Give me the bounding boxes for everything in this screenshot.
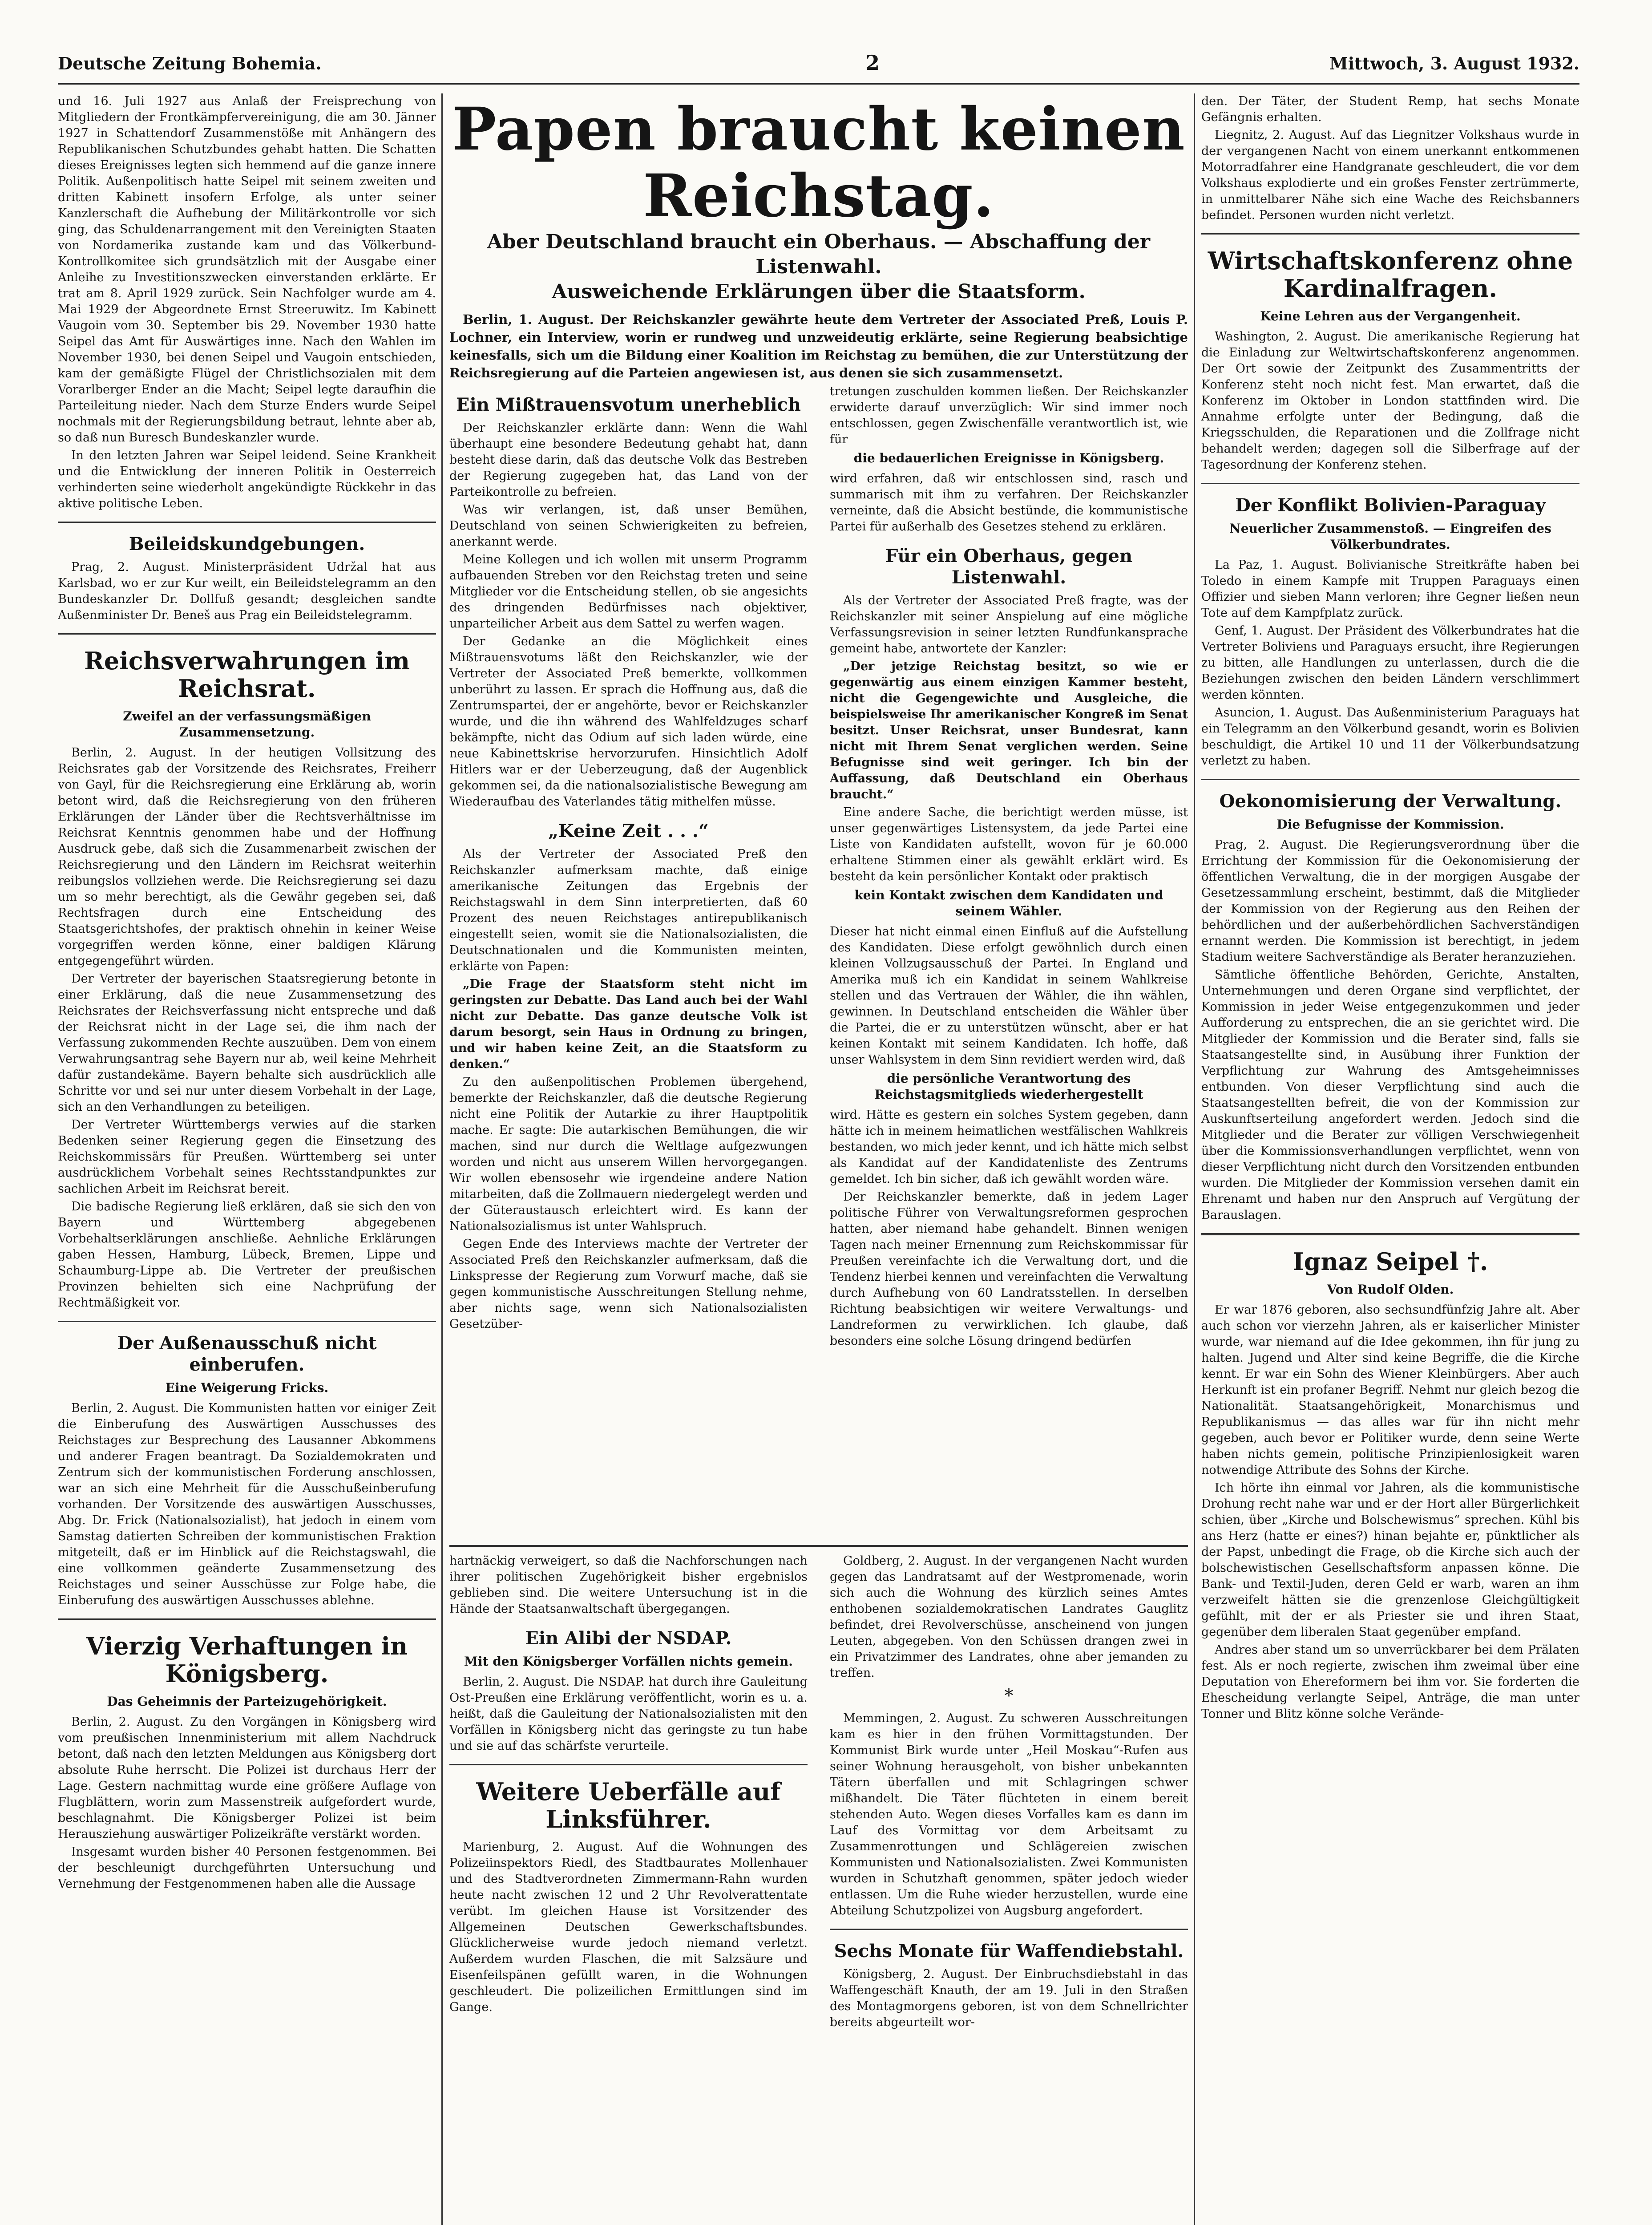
article-text: La Paz, 1. August. Bolivianische Streitkräfte haben bei Toledo in einem Kampfe mit Truppen Paraguays einen Offizier und sieben Mann verloren; ihre Gegner ließen neun Tote auf dem Kampfplatz zurück.	[1201, 558, 1579, 620]
page-number: 2	[865, 51, 880, 75]
article-text: Der Vertreter der bayerischen Staatsregierung betonte in einer Erklärung, daß die neue Zusammensetzung des Reichsrates der Reichsverfassung nicht entspreche und daß der Reichsrat nicht in der Lage sei, die ihm nach der Verfassung zukommenden Rechte auszuüben. Dem von einem Verwahrungsantrag sehe Bayern nur ab, weil keine Mehrheit dafür zustandekäme. Bayern behalte sich ausdrücklich alle Schritte vor und sei nur unter diesem Vorbehalt in der Lage, sich an den Verhandlungen zu beteiligen.	[58, 972, 436, 1114]
article-text: Prag, 2. August. Die Regierungsverordnung über die Errichtung der Kommission für die Oekonomisierung der öffentlichen Verwaltung, die in der morgigen Ausgabe der Gesetzessammlung erscheint, bestimmt, daß die Mitglieder der Kommission von der Regierung aus den Reihen der behördlichen und der außerbehördlichen Sachverständigen ernannt werden. Die Kommission ist berechtigt, in jedem Stadium weitere Sachverständige als Berater heranzuziehen.	[1201, 838, 1579, 964]
column-right	[1201, 93, 1579, 2225]
article-subheading: Eine Weigerung Fricks.	[165, 1380, 329, 1395]
article-text: Berlin, 2. August. Die NSDAP. hat durch ihre Gauleitung Ost-Preußen eine Erklärung veröffentlicht, worin es u. a. heißt, daß die Gauleitung der Nationalsozialisten mit den Vorfällen in Königsberg nicht das geringste zu tun habe und sie auf das schärfste verurteile.	[449, 1675, 808, 1753]
article-text: Memmingen, 2. August. Zu schweren Ausschreitungen kam es hier in den frühen Vormittagstunden. Der Kommunist Birk wurde unter „Heil Moskau“-Rufen aus seiner Wohnung herausgeholt, von bisher unbekannten Tätern überfallen und mit Schlagringen schwer mißhandelt. Die Täter flüchteten in einem bereit stehenden Auto. Wegen dieses Vorfalles kam es dann im Lauf des Vormittag vor dem Arbeitsamt zu Zusammenrottungen und Schlägereien zwischen Kommunisten und Nationalsozialisten. Zwei Kommunisten wurden in Schutzhaft genommen, später jedoch wieder entlassen. Um die Ruhe wieder herzustellen, wurde eine Abteilung Schutzpolizei von Augsburg angefordert.	[830, 1711, 1188, 1918]
article-text: Als der Vertreter der Associated Preß fragte, was der Reichskanzler mit seiner Anspielung auf eine mögliche Verfassungsrevision in seiner letzten Rundfunkansprache gemeint habe, antwortete der Kanzler:	[830, 594, 1188, 655]
article-text: In den letzten Jahren war Seipel leidend. Seine Krankheit und die Entwicklung der inneren Politik in Oesterreich verhinderten seine wiederholt angekündigte Rückkehr in das aktive politische Leben.	[58, 449, 436, 510]
article-text: Der Gedanke an die Möglichkeit eines Mißtrauensvotums läßt den Reichskanzler, wie der Vertreter der Associated Preß bemerkte, vollkommen unberührt zu lassen. Er sprach die Hoffnung aus, daß die Zentrumspartei, der er angehörte, bevor er Reichskanzler wurde, und die ihn während des Wahlfeldzuges scharf bekämpfte, nicht das Odium auf sich laden würde, eine neue Kabinettskrise hervorzurufen. Hinsichtlich Adolf Hitlers war er der Ueberzeugung, daß der Augenblick gekommen sei, da die nationalsozialistische Bewegung am Wiederaufbau des Vaterlandes tätig mithelfen müsse.	[449, 635, 808, 809]
article-text: Gegen Ende des Interviews machte der Vertreter der Associated Preß den Reichskanzler aufmerksam, daß die Linkspresse der Regierung zum Vorwurf mache, daß sie gegen kommunistische Ausschreitungen Stellung nehme, aber nichts sage, wenn sich Nationalsozialisten Gesetzüber-	[449, 1237, 808, 1331]
divider	[449, 1764, 808, 1765]
article-heading: Weitere Ueberfälle auf Linksführer.	[476, 1777, 781, 1833]
article-text: Genf, 1. August. Der Präsident des Völkerbundrates hat die Vertreter Boliviens und Paraguays ersucht, ihre Regierungen zu bitten, alle Handlungen zu unterlassen, durch die die Beziehungen zwischen den beiden Ländern verschlimmert werden könnten.	[1201, 624, 1579, 702]
divider	[1201, 779, 1579, 780]
newspaper-name: Deutsche Zeitung Bohemia.	[58, 53, 322, 73]
article-text: Was wir verlangen, ist, daß unser Bemühen, Deutschland von seinen Schwierigkeiten zu befreien, anerkannt werde.	[449, 503, 808, 549]
article-heading: Wirtschaftskonferenz ohne Kardinalfragen.	[1208, 247, 1573, 303]
article-text: den. Der Täter, der Student Remp, hat sechs Monate Gefängnis erhalten.	[1201, 94, 1579, 124]
quote-text: „Die Frage der Staatsform steht nicht im geringsten zur Debatte. Das Land auch bei der Wahl nicht zur Debatte. Das ganze deutsche Volk ist darum besorgt, sein Haus in Ordnung zu bringen, und wir haben keine Zeit, an die Staatsform zu denken.“	[449, 977, 808, 1071]
article-subheading: Keine Lehren aus der Vergangenheit.	[1260, 309, 1521, 324]
column-rule	[1194, 93, 1195, 2225]
article-heading: Vierzig Verhaftungen in Königsberg.	[86, 1632, 408, 1688]
divider	[58, 522, 436, 523]
divider	[58, 1321, 436, 1322]
article-heading: Der Außenausschuß nicht einberufen.	[117, 1333, 377, 1375]
article-byline: Von Rudolf Olden.	[1327, 1282, 1454, 1297]
article-subheading: Zweifel an der verfassungsmäßigen Zusammensetzung.	[123, 709, 371, 740]
article-text: Goldberg, 2. August. In der vergangenen Nacht wurden gegen das Landratsamt auf der Westpromenade, worin sich auch die Wohnung des kürzlich seines Amtes enthobenen sozialdemokratischen Landrates Gauglitz befindet, drei Revolverschüsse, anscheinend von jungen Leuten, abgegeben. Von den Schüssen drangen zwei in ein Privatzimmer des Landrates, ohne aber jemanden zu treffen.	[830, 1554, 1188, 1680]
article-text: Asuncion, 1. August. Das Außenministerium Paraguays hat ein Telegramm an den Völkerbund gesandt, worin es Bolivien beschuldigt, die Artikel 10 und 11 der Völkerbundsatzung verletzt zu haben.	[1201, 706, 1579, 768]
column-2	[449, 384, 808, 1351]
article-text: Ich hörte ihn einmal vor Jahren, als die kommunistische Drohung recht nahe war und er der Hort aller Bürgerlichkeit schien, über „Kirche und Bolschewismus“ sprechen. Kühl bis ans Herz (hatte er eines?) hinan bejahte er, pünktlicher als der Papst, unbedingt die Frage, ob die Kirche sich auch der bolschewistischen Gesellschaftsform anpassen könne. Die Bank- und Textil-Juden, deren Geld er warb, waren an ihm verzweifelt hätten sie die grenzenlose Gleichgültigkeit gefühlt, mit der er als Priester sie und ihren Staat, gegenüber dem liberalen Staat gegenüber empfand.	[1201, 1481, 1579, 1639]
article-subheading: Neuerlicher Zusammenstoß. — Eingreifen des Völkerbundrates.	[1229, 521, 1551, 552]
divider	[1201, 1233, 1579, 1235]
article-heading: Der Konflikt Bolivien-Paraguay	[1235, 495, 1546, 516]
article-text: Berlin, 2. August. In der heutigen Vollsitzung des Reichsrates gab der Vorsitzende des Reichsrates, Freiherr von Gayl, für die Reichsregierung eine Erklärung ab, worin betont wird, daß die Reichsregierung von den früheren Erklärungen der Länder über die Rechtsverhältnisse im Reichsrat Kenntnis genommen habe und der Hoffnung Ausdruck gebe, daß sich die Zusammenarbeit zwischen der Reichsregierung und den Ländern im Reichsrat weiterhin reibungslos vollziehen werde. Die Reichsregierung sei dazu um so mehr berechtigt, als die Gewähr gegeben sei, daß Rechtsfragen durch eine Entscheidung des Staatsgerichtshofes, der praktisch ohnehin in keiner Weise vorgegriffen werden könne, einer baldigen Klärung entgegengeführt würden.	[58, 746, 436, 968]
inline-heading: die bedauerlichen Ereignisse in Königsberg.	[853, 451, 1164, 465]
article-text: Königsberg, 2. August. Der Einbruchsdiebstahl in das Waffengeschäft Knauth, der am 19. Juli in den Straßen des Montagmorgens geboren, ist von dem Schnellrichter bereits abgeurteilt wor-	[830, 1967, 1188, 2029]
column-middle	[449, 93, 1188, 2225]
article-text: Berlin, 2. August. Die Kommunisten hatten vor einiger Zeit die Einberufung des Auswärtigen Ausschusses des Reichstages zur Besprechung des Lausanner Abkommens und anderer Fragen beantragt. Da Sozialdemokraten und Zentrum sich der kommunistischen Forderung anschlossen, war an sich eine Mehrheit für die Ausschußeinberufung vorhanden. Der Vorsitzende des auswärtigen Ausschusses, Abg. Dr. Frick (Nationalsozialist), hat jedoch in einem vom Samstag datierten Schreiben der kommunistischen Fraktion mitgeteilt, daß er im Hinblick auf die Reichstagswahl, die eine vollkommen geänderte Zusammensetzung des Reichstages und seiner Ausschüsse zur Folge habe, die Einberufung des auswärtigen Ausschusses ablehne.	[58, 1401, 436, 1607]
article-text: hartnäckig verweigert, so daß die Nachforschungen nach ihrer politischen Zugehörigkeit bisher ergebnislos geblieben sind. Die weitere Untersuchung ist in die Hände der Staatsanwaltschaft übergegangen.	[449, 1554, 808, 1616]
page-header	[58, 44, 1579, 85]
article-text: Die badische Regierung ließ erklären, daß sie sich den von Bayern und Württemberg abgegebenen Vorbehaltserklärungen anschließe. Aehnliche Erklärungen gaben Hessen, Hamburg, Lübeck, Bremen, Lippe und Schaumburg-Lippe ab. Die Vertreter der preußischen Provinzen behielten sich eine Nachprüfung der Rechtmäßigkeit vor.	[58, 1200, 436, 1310]
divider	[58, 633, 436, 635]
main-headline: Papen braucht keinen Reichstag.	[452, 95, 1185, 231]
column-3	[830, 384, 1188, 1351]
article-text: Sämtliche öffentliche Behörden, Gerichte, Anstalten, Unternehmungen und deren Organe sind verpflichtet, der Kommission in jeder Weise entgegenzukommen und jeder Aufforderung zu entsprechen, die an sie gerichtet wird. Die Mitglieder der Kommission und die Berater sind, falls sie Staatsangestellte sind, in Ausübung ihrer Funktion der Verpflichtung zur Wahrung des Amtsgeheimnisses entbunden. Von dieser Verpflichtung sind auch die Staatsangestellten befreit, die von der Kommission zur Auskunftserteilung angefordert werden. Jedoch sind die Mitglieder und die Berater zur völligen Verschwiegenheit über die Kommissionsverhandlungen verpflichtet, wenn von dieser Verpflichtung nicht durch den Vorsitzenden entbunden wurden. Die Mitglieder der Kommission versehen damit ein Ehrenamt und haben nur den Anspruch auf Vergütung der Barauslagen.	[1201, 968, 1579, 1222]
article-text: und 16. Juli 1927 aus Anlaß der Freisprechung von Mitgliedern der Frontkämpfervereinigung, die am 30. Jänner 1927 in Schattendorf Zusammenstöße mit Anhängern des Republikanischen Schutzbundes gehabt hatten. Die Schatten dieses Ereignisses legten sich hemmend auf die ganze innere Politik. Außenpolitisch hatte Seipel mit seinem zweiten und dritten Kabinett insofern Erfolge, als unter seiner Kanzlerschaft die Aufhebung der Militärkontrolle vor sich ging, das Schuldenarrangement mit den Vereinigten Staaten von Nordamerika zustande kam und das Völkerbund-Kontrollkomitee sich grundsätzlich mit der Ausgabe einer Anleihe zu Investitionszwecken einverstanden erklärte. Er trat am 8. April 1929 zurück. Sein Nachfolger wurde am 4. Mai 1929 der Abgeordnete Ernst Streeruwitz. Im Kabinett Vaugoin vom 30. September bis 29. November 1930 hatte Seipel das Amt für Auswärtiges inne. Nach den Wahlen im November 1930, bei denen Seipel und Vaugoin entschieden, kam der gemäßigte Flügel der Christlichsozialen mit dem Vorarlberger Ender an die Macht; Seipel legte daraufhin die Parteileitung nieder. Nach dem Sturze Enders wurde Seipel nochmals mit der Regierungsbildung betraut, lehnte aber ab, so daß nun Buresch Bundeskanzler wurde.	[58, 94, 436, 445]
article-subheading: Das Geheimnis der Parteizugehörigkeit.	[107, 1694, 387, 1709]
article-heading: Ein Mißtrauensvotum unerheblich	[456, 394, 801, 415]
article-text: Prag, 2. August. Ministerpräsident Udržal hat aus Karlsbad, wo er zur Kur weilt, ein Beileidstelegramm an den Bundeskanzler Dr. Dollfuß gesandt; desgleichen sandte Außenminister Dr. Beneš aus Prag ein Beileidstelegramm.	[58, 560, 436, 622]
divider	[1201, 233, 1579, 235]
issue-date: Mittwoch, 3. August 1932.	[1329, 53, 1579, 73]
column-2-lower	[449, 1553, 808, 2032]
article-text: Meine Kollegen und ich wollen mit unserm Programm aufbauenden Streben vor den Reichstag treten und seine Mitglieder vor die Entscheidung stellen, ob sie angesichts des dringenden Bedürfnisses nach objektiver, unparteilicher Arbeit aus dem Sattel zu werfen wagen.	[449, 553, 808, 631]
main-subheadline: Ausweichende Erklärungen über die Staatsform.	[552, 280, 1086, 303]
inline-heading: kein Kontakt zwischen dem Kandidaten und seinem Wähler.	[854, 888, 1163, 918]
article-text: Der Vertreter Württembergs verwies auf die starken Bedenken seiner Regierung gegen die Einsetzung des Reichskommissärs für Preußen. Württemberg sei unter ausdrücklichem Vorbehalt seines Rechtsstandpunktes zur sachlichen Arbeit im Reichsrat bereit.	[58, 1118, 436, 1196]
article-text: Berlin, 2. August. Zu den Vorgängen in Königsberg wird vom preußischen Innenministerium mit allem Nachdruck betont, daß nach den letzten Meldungen aus Königsberg dort absolute Ruhe herrscht. Die Polizei ist durchaus Herr der Lage. Gestern nachmittag wurde eine größere Auflage von Flugblättern, worin zum Massenstreik aufgefordert wurde, beschlagnahmt. Die Königsberger Polizei ist beim Herausziehung auswärtiger Polizeikräfte verstärkt worden.	[58, 1715, 436, 1841]
article-text: Er war 1876 geboren, also sechsundfünfzig Jahre alt. Aber auch schon vor vierzehn Jahren, als er kaiserlicher Minister wurde, war niemand auf die Idee gekommen, ihn für jung zu halten. Jugend und Alter sind keine Begriffe, die die Kirche kennt. Er war ein Sohn des Wiener Kleinbürgers. Aber auch Herkunft ist ein profaner Begriff. Nehmt nur gleich bezog die Nationalität. Staatsangehörigkeit, Monarchismus und Republikanismus — das alles war für ihn nicht mehr gegeben, auch bevor er Politiker wurde, denn seine Werte haben nichts gemein, politische Prinzipienlosigkeit waren notwendige Attribute des Sohns der Kirche.	[1201, 1303, 1579, 1477]
article-text: Liegnitz, 2. August. Auf das Liegnitzer Volkshaus wurde in der vergangenen Nacht von einem unerkannt entkommenen Motorradfahrer eine Handgranate geschleudert, die vor dem Volkshaus explodierte und ein großes Fenster zertrümmerte, in unmittelbarer Nähe sich eine Wache des Reichsbanners befindet. Personen wurden nicht verletzt.	[1201, 128, 1579, 222]
article-text: wird erfahren, daß wir entschlossen sind, rasch und summarisch mit ihm zu verfahren. Der Reichskanzler verneinte, daß die Absicht bestünde, die kommunistische Partei für außerhalb des Gesetzes stehend zu erklären.	[830, 472, 1188, 534]
article-text: Marienburg, 2. August. Auf die Wohnungen des Polizeiinspektors Riedl, des Stadtbaurates Mollenhauer und des Stadtverordneten Zimmermann-Rahn wurden heute nacht zwischen 12 und 2 Uhr Revolverattentate verübt. Im gleichen Hause ist Vorsitzender des Allgemeinen Deutschen Gewerkschaftsbundes. Glücklicherweise wurde jedoch niemand verletzt. Außerdem wurden Flaschen, die mit Salzsäure und Eisenfeilspänen gefüllt waren, in die Wohnungen geschleudert. Die polizeilichen Ermittlungen sind im Gange.	[449, 1840, 808, 2014]
article-heading: Ein Alibi der NSDAP.	[525, 1628, 732, 1649]
article-text: wird. Hätte es gestern ein solches System gegeben, dann hätte ich in meinem heimatlichen westfälischen Wahlkreis bestanden, wo mich jeder kennt, und ich hätte mich selbst als Kandidat auf der Kandidatenliste des Zentrums gemeldet. Ich bin sicher, daß ich gewählt worden wäre.	[830, 1108, 1188, 1186]
article-text: Insgesamt wurden bisher 40 Personen festgenommen. Bei der beschleunigt durchgeführten Untersuchung und Vernehmung der Festgenommenen haben alle die Aussage	[58, 1845, 436, 1891]
column-left	[58, 93, 436, 2225]
article-subheading: Die Befugnisse der Kommission.	[1276, 817, 1504, 832]
article-heading: „Keine Zeit . . .“	[548, 821, 709, 841]
article-heading: Reichsverwahrungen im Reichsrat.	[84, 647, 410, 703]
article-text: Washington, 2. August. Die amerikanische Regierung hat die Einladung zur Weltwirtschaftskonferenz angenommen. Der Ort sowie der Zeitpunkt des Zusammentritts der Konferenz steht noch nicht fest. Man erwartet, daß die Konferenz im Oktober in London stattfinden wird. Die Annahme erfolgte unter der Bedingung, daß die Kriegsschulden, die Reparationen und die Zollfrage nicht behandelt werden; dagegen soll die Silberfrage auf der Tagesordnung der Konferenz stehen.	[1201, 330, 1579, 472]
article-text: Andres aber stand um so unverrückbarer bei dem Prälaten fest. Als er noch regierte, zwischen ihm zweimal über eine Deputation von Ehereformern bei ihm vor. Sie forderten die Ehescheidung verlangte Seipel, Anträge, die man unter Tonner und Blitz könne solche Verände-	[1201, 1643, 1579, 1721]
article-text: tretungen zuschulden kommen ließen. Der Reichskanzler erwiderte darauf unverzüglich: Wir sind immer noch entschlossen, gegen Zwischenfälle verantwortlich ist, wie für	[830, 384, 1188, 446]
inline-heading: die persönliche Verantwortung des Reichstagsmitglieds wiederhergestellt	[874, 1071, 1143, 1102]
separator-star: *	[1004, 1686, 1014, 1706]
divider	[830, 1929, 1188, 1930]
lead-paragraph: Berlin, 1. August. Der Reichskanzler gewährte heute dem Vertreter der Associated Preß, Louis P. Lochner, ein Interview, worin er rundweg und unzweideutig erklärte, seine Regierung beabsichtige keinesfalls, sich um die Bildung einer Koalition im Reichstag zu bemühen, die zur Unterstützung der Reichsregierung auf die Parteien angewiesen ist, aus denen sie sich zusammensetzt.	[449, 312, 1188, 380]
article-text: Der Reichskanzler erklärte dann: Wenn die Wahl überhaupt eine besondere Bedeutung gehabt hat, dann besteht diese darin, daß das deutsche Volk das Bestreben der Regierung zugegeben hat, das Land von der Parteikontrolle zu befreien.	[449, 421, 808, 499]
article-text: Zu den außenpolitischen Problemen übergehend, bemerkte der Reichskanzler, daß die deutsche Regierung nicht eine Politik der Autarkie zu ihrer Hauptpolitik mache. Er sagte: Die autarkischen Bemühungen, die wir machen, sind nur durch die Weltlage aufgezwungen worden und nicht aus unserem Willen hervorgegangen. Wir wollen ebensosehr wie irgendeine andere Nation mitarbeiten, daß die Zollmauern niedergelegt werden und der Güteraustausch erleichtert wird. Es kann der Nationalsozialismus ist unter Wahlspruch.	[449, 1075, 808, 1233]
divider	[1201, 483, 1579, 484]
article-text: Der Reichskanzler bemerkte, daß in jedem Lager politische Führer von Verwaltungsreformen gesprochen hatten, aber niemand habe gehandelt. Binnen wenigen Tagen nach meiner Ernennung zum Reichskommissar für Preußen vereinfachte ich die Verwaltung dort, und die Tendenz hierbei kennen und vereinfachten die Verwaltung durch Aufhebung von 60 Landratsstellen. In derselben Richtung beabsichtigen wir weitere Verwaltungs- und Landreformen zu verwirklichen. Ich glaube, daß besonders eine solche Lösung dringend bedürfen	[830, 1190, 1188, 1348]
divider	[58, 1618, 436, 1620]
article-text: Als der Vertreter der Associated Preß den Reichskanzler aufmerksam machte, daß einige amerikanische Zeitungen das Ergebnis der Reichstagswahl in dem Sinn interpretierten, daß 60 Prozent des neuen Reichstages antirepublikanisch eingestellt seien, womit sie die Nationalsozialisten, die Deutschnationalen und die Kommunisten meinten, erklärte von Papen:	[449, 847, 808, 973]
article-heading: Oekonomisierung der Verwaltung.	[1219, 791, 1562, 812]
article-heading: Beileidskundgebungen.	[129, 534, 365, 554]
article-heading: Ignaz Seipel †.	[1293, 1247, 1488, 1276]
article-subheading: Mit den Königsberger Vorfällen nichts gemein.	[464, 1654, 793, 1669]
article-heading: Sechs Monate für Waffendiebstahl.	[834, 1941, 1184, 1962]
column-rule	[441, 93, 443, 2225]
article-text: Eine andere Sache, die berichtigt werden müsse, ist unser gegenwärtiges Listensystem, da jede Partei eine Liste von Kandidaten aufstellt, wovon für je 60.000 erhaltene Stimmen einer als gewählt erklärt wird. Es besteht da kein persönlicher Kontakt oder praktisch	[830, 805, 1188, 883]
article-text: Dieser hat nicht einmal einen Einfluß auf die Aufstellung des Kandidaten. Diese erfolgt gewöhnlich durch einen kleinen Vollzugsausschuß der Partei. In England und Amerika muß ich ein Kandidat in seinem Wahlkreise stellen und das Vertrauen der Wähler, die ihn wählen, gewinnen. In Deutschland entscheiden die Wähler über die Partei, die er zu unterstützen wünscht, aber er hat keinen Kontakt mit seinem Kandidaten. Ich hoffe, daß unser Wahlsystem in dem Sinn revidiert werden wird, daß	[830, 925, 1188, 1067]
main-subheadline: Aber Deutschland braucht ein Oberhaus. — Abschaffung der Listenwahl.	[487, 231, 1151, 278]
article-heading: Für ein Oberhaus, gegen Listenwahl.	[885, 546, 1133, 588]
quote-text: „Der jetzige Reichstag besitzt, so wie er gegenwärtig aus einem einzigen Kammer besteht, nicht die Gegengewichte und Ausgleiche, die beispielsweise Ihr amerikanischer Kongreß im Senat besitzt. Unser Reichsrat, unser Bundesrat, kann nicht mit Ihrem Senat verglichen werden. Seine Befugnisse sind weit geringer. Ich bin der Auffassung, daß Deutschland ein Oberhaus braucht.“	[830, 659, 1188, 801]
column-3-lower	[830, 1553, 1188, 2032]
